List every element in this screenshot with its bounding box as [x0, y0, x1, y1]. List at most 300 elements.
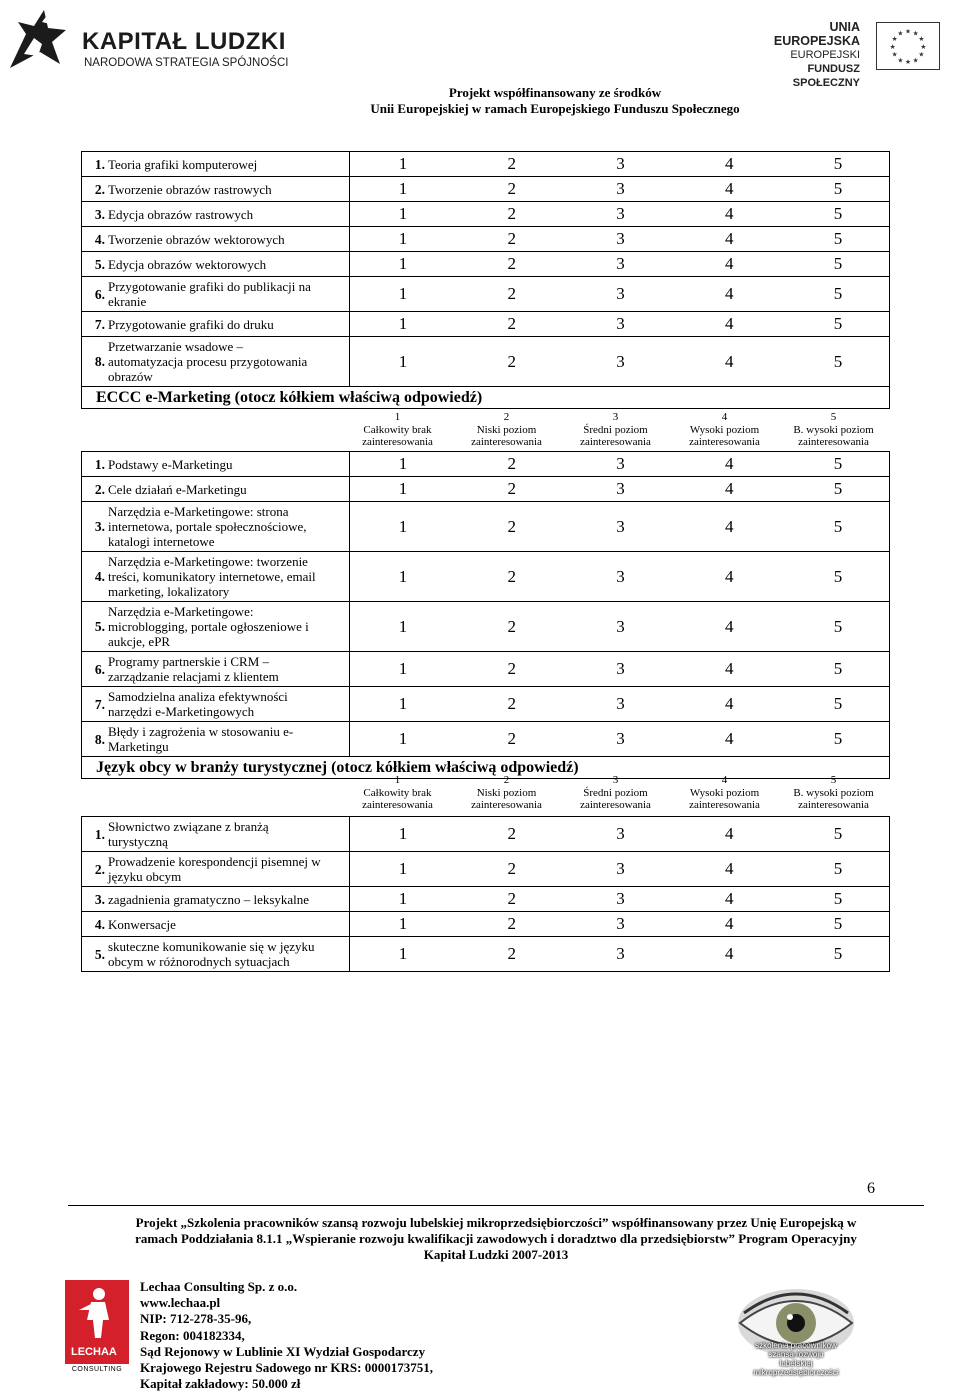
question-text-line: Prowadzenie korespondencji pisemnej w [108, 854, 321, 869]
rating-option-5[interactable]: 5 [833, 284, 843, 303]
rating-scale [350, 254, 889, 274]
question-label [82, 654, 345, 684]
legend-num: 5 [830, 774, 837, 787]
question-text [108, 157, 345, 172]
rating-row [82, 252, 890, 277]
question-label [82, 339, 345, 384]
question-number: 5. [94, 256, 105, 272]
question-text-line: Tworzenie obrazów wektorowych [108, 231, 285, 247]
rating-option-1[interactable]: 1 [398, 284, 408, 303]
question-label [82, 182, 345, 197]
legend-text2: zainteresowania [471, 799, 542, 812]
question-cell [82, 252, 350, 277]
scale-legend-items [81, 411, 890, 449]
question-cell [82, 202, 350, 227]
rating-scale [350, 204, 889, 224]
rating-option-4[interactable]: 4 [725, 284, 734, 303]
question-text-line: Przetwarzanie wsadowe – [108, 339, 243, 354]
rating-option-5[interactable]: 5 [833, 454, 843, 473]
rating-row [82, 337, 890, 387]
rating-option-5[interactable]: 5 [833, 729, 843, 748]
rating-option-5[interactable]: 5 [833, 914, 843, 933]
scale-legend-row [81, 772, 890, 814]
rating-option-2[interactable]: 2 [507, 914, 516, 933]
question-cell [82, 722, 350, 757]
question-text [108, 604, 345, 649]
rating-option-2[interactable]: 2 [507, 284, 516, 303]
svg-text:★: ★ [920, 42, 927, 51]
rating-option-1[interactable]: 1 [398, 659, 408, 678]
rating-option-4[interactable]: 4 [725, 889, 734, 908]
legend-num: 4 [721, 774, 728, 787]
rating-option-2[interactable]: 2 [507, 314, 516, 333]
project-eye-logo [736, 1283, 856, 1377]
question-label [82, 819, 345, 849]
rating-option-3[interactable]: 3 [616, 454, 625, 473]
kapital-ludzki-logo [4, 4, 304, 74]
rating-option-5[interactable]: 5 [833, 824, 843, 843]
rating-option-2[interactable]: 2 [507, 351, 516, 371]
rating-option-1[interactable]: 1 [398, 616, 408, 636]
question-cell [82, 552, 350, 602]
rating-row [82, 452, 890, 477]
rating-scale-cell [350, 227, 890, 252]
legend-text2: zainteresowania [580, 799, 651, 812]
legend-item-2 [452, 774, 561, 812]
rating-option-3[interactable]: 3 [616, 694, 625, 713]
language-heading: Język obcy w branży turystycznej (otocz kółkiem właściwą odpowiedź) [82, 757, 890, 779]
rating-option-1[interactable]: 1 [398, 254, 408, 273]
rating-option-1[interactable]: 1 [398, 914, 408, 933]
eye-logo-line1: szkolenia pracowników [755, 1341, 837, 1350]
question-text [108, 939, 345, 969]
question-text-line: treści, komunikatory internetowe, email [108, 569, 316, 584]
question-label [82, 892, 345, 907]
question-number: 2. [94, 481, 105, 497]
language-scale-legend [81, 772, 890, 814]
rating-option-2[interactable]: 2 [507, 566, 516, 586]
rating-option-4[interactable]: 4 [725, 659, 734, 678]
legend-text2: zainteresowania [689, 436, 760, 449]
rating-option-4[interactable]: 4 [725, 824, 734, 843]
rating-scale [350, 284, 889, 304]
rating-option-4[interactable]: 4 [725, 859, 734, 878]
lechaa-logo-mark [65, 1280, 129, 1364]
rating-option-1[interactable]: 1 [398, 479, 408, 498]
rating-option-3[interactable]: 3 [616, 314, 625, 333]
footer-divider [68, 1205, 924, 1206]
question-cell [82, 937, 350, 972]
rating-scale-cell [350, 687, 890, 722]
legend-num: 2 [503, 411, 510, 424]
rating-row [82, 312, 890, 337]
legend-num: 5 [830, 411, 837, 424]
question-text [108, 854, 345, 884]
rating-option-3[interactable]: 3 [616, 229, 625, 248]
rating-option-3[interactable]: 3 [616, 889, 625, 908]
question-text [108, 457, 345, 472]
legend-text1: Wysoki poziom [689, 423, 760, 436]
rating-option-4[interactable]: 4 [725, 616, 734, 636]
rating-option-4[interactable]: 4 [725, 566, 734, 586]
question-cell [82, 452, 350, 477]
svg-text:★: ★ [897, 56, 904, 65]
question-text-line: Podstawy e-Marketingu [108, 456, 233, 472]
scale-legend-row [81, 409, 890, 451]
rating-row [82, 852, 890, 887]
rating-option-2[interactable]: 2 [507, 479, 516, 498]
rating-option-5[interactable]: 5 [833, 314, 843, 333]
footer-project-line3: Kapitał Ludzki 2007-2013 [423, 1247, 569, 1262]
rating-scale-cell [350, 152, 890, 177]
eye-logo-line2: szansą rozwoju [768, 1350, 824, 1359]
legend-item-4 [670, 774, 779, 812]
legend-item-1 [343, 411, 452, 449]
rating-option-5[interactable]: 5 [833, 254, 843, 273]
question-label [82, 157, 345, 172]
question-label [82, 482, 345, 497]
rating-scale-cell [350, 887, 890, 912]
question-cell [82, 602, 350, 652]
question-text [108, 207, 345, 222]
rating-option-5[interactable]: 5 [833, 944, 843, 963]
question-cell [82, 912, 350, 937]
rating-option-4[interactable]: 4 [725, 154, 734, 173]
question-text [108, 339, 345, 384]
rating-row [82, 502, 890, 552]
rating-option-1[interactable]: 1 [398, 516, 408, 536]
rating-option-3[interactable]: 3 [616, 616, 625, 636]
eu-logo-line2: EUROPEJSKI [790, 49, 860, 61]
eu-flag-icon [876, 22, 940, 70]
rating-option-1[interactable]: 1 [398, 824, 408, 843]
svg-text:★: ★ [912, 56, 919, 65]
question-text-line: narzędzi e-Marketingowych [108, 704, 255, 719]
rating-option-5[interactable]: 5 [833, 204, 843, 223]
rating-option-4[interactable]: 4 [725, 254, 734, 273]
rating-scale-cell [350, 202, 890, 227]
question-label [82, 917, 345, 932]
rating-option-3[interactable]: 3 [616, 479, 625, 498]
question-cell [82, 337, 350, 387]
question-number: 7. [94, 696, 105, 712]
question-number: 5. [94, 946, 105, 962]
rating-option-2[interactable]: 2 [507, 229, 516, 248]
rating-option-4[interactable]: 4 [725, 516, 734, 536]
cofinancing-line1: Projekt współfinansowany ze środków [448, 85, 662, 100]
question-label [82, 724, 345, 754]
rating-option-2[interactable]: 2 [507, 616, 516, 636]
rating-option-5[interactable]: 5 [833, 659, 843, 678]
rating-option-5[interactable]: 5 [833, 516, 843, 536]
question-text-line: automatyzacja procesu przygotowania [108, 354, 308, 369]
company-detail-line: www.lechaa.pl [140, 1295, 221, 1311]
question-text-line: obcym w różnorodnych sytuacjach [108, 954, 290, 969]
footer-project-info [68, 1215, 924, 1263]
rating-option-1[interactable]: 1 [398, 454, 408, 473]
kapital-ludzki-subtitle: NARODOWA STRATEGIA SPÓJNOŚCI [84, 57, 289, 69]
rating-option-3[interactable]: 3 [616, 284, 625, 303]
rating-option-5[interactable]: 5 [833, 859, 843, 878]
company-detail-line: Regon: 004182334, [140, 1327, 245, 1343]
rating-row [82, 177, 890, 202]
rating-option-5[interactable]: 5 [833, 351, 843, 371]
question-text-line: Narzędzia e-Marketingowe: tworzenie [108, 554, 308, 569]
rating-option-2[interactable]: 2 [507, 516, 516, 536]
question-text [108, 554, 345, 599]
rating-scale [350, 229, 889, 249]
question-label [82, 317, 345, 332]
svg-text:★: ★ [918, 35, 925, 44]
question-text-line: ekranie [108, 294, 147, 309]
question-cell [82, 477, 350, 502]
svg-text:★: ★ [918, 50, 925, 59]
rating-option-2[interactable]: 2 [507, 204, 516, 223]
question-text-line: języku obcym [108, 869, 182, 884]
rating-option-3[interactable]: 3 [616, 154, 625, 173]
rating-row [82, 912, 890, 937]
rating-row [82, 552, 890, 602]
question-text-line: Tworzenie obrazów rastrowych [108, 181, 272, 197]
question-text [108, 182, 345, 197]
rating-option-3[interactable]: 3 [616, 179, 625, 198]
rating-option-3[interactable]: 3 [616, 914, 625, 933]
lechaa-figure-icon [65, 1280, 129, 1344]
rating-scale [350, 617, 889, 637]
rating-option-1[interactable]: 1 [398, 229, 408, 248]
rating-option-4[interactable]: 4 [725, 694, 734, 713]
rating-option-2[interactable]: 2 [507, 454, 516, 473]
question-label [82, 939, 345, 969]
question-text-line: Słownictwo związane z branżą [108, 819, 269, 834]
rating-option-3[interactable]: 3 [616, 659, 625, 678]
rating-option-4[interactable]: 4 [725, 351, 734, 371]
legend-text2: zainteresowania [471, 436, 542, 449]
question-text-line: Teoria grafiki komputerowej [108, 156, 258, 172]
rating-option-2[interactable]: 2 [507, 154, 516, 173]
rating-scale-cell [350, 912, 890, 937]
question-number: 3. [94, 206, 105, 222]
rating-scale-cell [350, 312, 890, 337]
rating-option-2[interactable]: 2 [507, 694, 516, 713]
scale-legend [81, 409, 890, 451]
rating-option-2[interactable]: 2 [507, 859, 516, 878]
rating-option-4[interactable]: 4 [725, 914, 734, 933]
legend-text1: Niski poziom [476, 423, 537, 436]
rating-option-5[interactable]: 5 [833, 694, 843, 713]
question-cell [82, 887, 350, 912]
question-number: 2. [94, 181, 105, 197]
question-cell [82, 852, 350, 887]
question-number: 1. [94, 456, 105, 472]
rating-option-1[interactable]: 1 [398, 179, 408, 198]
rating-option-1[interactable]: 1 [398, 859, 408, 878]
question-number: 1. [94, 156, 105, 172]
rating-option-4[interactable]: 4 [725, 314, 734, 333]
rating-option-3[interactable]: 3 [616, 254, 625, 273]
rating-option-5[interactable]: 5 [833, 229, 843, 248]
question-number: 7. [94, 316, 105, 332]
question-text [108, 317, 345, 332]
rating-option-4[interactable]: 4 [725, 454, 734, 473]
rating-option-1[interactable]: 1 [398, 566, 408, 586]
rating-option-3[interactable]: 3 [616, 944, 625, 963]
question-number: 6. [94, 286, 105, 302]
rating-option-5[interactable]: 5 [833, 616, 843, 636]
question-text-line: Samodzielna analiza efektywności [108, 689, 288, 704]
question-cell [82, 652, 350, 687]
question-number: 4. [94, 231, 105, 247]
legend-text1: Niski poziom [476, 786, 537, 799]
rating-scale [350, 659, 889, 679]
legend-text2: zainteresowania [689, 799, 760, 812]
rating-option-2[interactable]: 2 [507, 889, 516, 908]
rating-option-5[interactable]: 5 [833, 179, 843, 198]
question-cell [82, 227, 350, 252]
rating-option-1[interactable]: 1 [398, 889, 408, 908]
question-label [82, 689, 345, 719]
rating-row [82, 722, 890, 757]
rating-scale-cell [350, 252, 890, 277]
rating-option-3[interactable]: 3 [616, 204, 625, 223]
lechaa-logo [65, 1280, 129, 1375]
rating-option-5[interactable]: 5 [833, 154, 843, 173]
question-text [108, 917, 345, 932]
rating-row [82, 277, 890, 312]
cofinancing-line2: Unii Europejskiej w ramach Europejskiego Funduszu Społecznego [370, 101, 740, 116]
legend-text2: zainteresowania [580, 436, 651, 449]
question-text-line: obrazów [108, 369, 153, 384]
rating-option-1[interactable]: 1 [398, 694, 408, 713]
rating-option-1[interactable]: 1 [398, 729, 408, 748]
eye-logo-line3: lubelskiej mikroprzedsiębiorczości [753, 1359, 839, 1377]
rating-option-3[interactable]: 3 [616, 516, 625, 536]
rating-option-3[interactable]: 3 [616, 351, 625, 371]
rating-row [82, 602, 890, 652]
rating-option-1[interactable]: 1 [398, 314, 408, 333]
question-cell [82, 687, 350, 722]
legend-text2: zainteresowania [798, 799, 869, 812]
rating-option-4[interactable]: 4 [725, 479, 734, 498]
company-detail-line: Sąd Rejonowy w Lublinie XI Wydział Gospodarczy [140, 1343, 426, 1359]
question-text-line: Marketingu [108, 739, 169, 754]
legend-text2: zainteresowania [798, 436, 869, 449]
question-text-line: Błędy i zagrożenia w stosowaniu e- [108, 724, 294, 739]
legend-text1: B. wysoki poziom [793, 786, 874, 799]
rating-option-2[interactable]: 2 [507, 659, 516, 678]
question-text-line: turystyczną [108, 834, 168, 849]
rating-option-4[interactable]: 4 [725, 179, 734, 198]
rating-scale-cell [350, 337, 890, 387]
company-detail-line: Lechaa Consulting Sp. z o.o. [140, 1279, 298, 1294]
rating-option-4[interactable]: 4 [725, 944, 734, 963]
rating-option-5[interactable]: 5 [833, 889, 843, 908]
eye-logo-caption [736, 1341, 856, 1377]
rating-scale-cell [350, 652, 890, 687]
legend-item-5 [779, 774, 888, 812]
rating-option-3[interactable]: 3 [616, 824, 625, 843]
rating-option-5[interactable]: 5 [833, 479, 843, 498]
question-text-line: Konwersacje [108, 916, 176, 932]
question-text [108, 689, 345, 719]
ecc-emarketing-heading: ECCC e-Marketing (otocz kółkiem właściwą odpowiedź) [82, 387, 890, 409]
question-text-line: skuteczne komunikowanie się w języku [108, 939, 315, 954]
question-number: 4. [94, 916, 105, 932]
rating-option-3[interactable]: 3 [616, 729, 625, 748]
footer-project-line1: Projekt „Szkolenia pracowników szansą rozwoju lubelskiej mikroprzedsiębiorczości” współfinansowany przez Unię Europejską w [135, 1215, 857, 1230]
rating-option-2[interactable]: 2 [507, 729, 516, 748]
page-number: 6 [867, 1180, 875, 1197]
question-cell [82, 277, 350, 312]
rating-option-2[interactable]: 2 [507, 824, 516, 843]
rating-row [82, 687, 890, 722]
question-text-line: katalogi internetowe [108, 534, 215, 549]
question-text-line: zarządzanie relacjami z klientem [108, 669, 279, 684]
rating-row [82, 227, 890, 252]
rating-scale [350, 859, 889, 879]
question-label [82, 279, 345, 309]
rating-option-2[interactable]: 2 [507, 179, 516, 198]
rating-row [82, 152, 890, 177]
question-text [108, 257, 345, 272]
legend-item-2 [452, 411, 561, 449]
rating-scale [350, 914, 889, 934]
question-label [82, 604, 345, 649]
rating-option-3[interactable]: 3 [616, 859, 625, 878]
rating-option-1[interactable]: 1 [398, 154, 408, 173]
svg-text:★: ★ [891, 35, 898, 44]
rating-scale-cell [350, 602, 890, 652]
legend-text1: B. wysoki poziom [793, 423, 874, 436]
rating-option-4[interactable]: 4 [725, 204, 734, 223]
rating-scale-cell [350, 852, 890, 887]
page-header [0, 0, 960, 120]
eu-logo-line3: FUNDUSZ SPOŁECZNY [792, 63, 860, 89]
question-cell [82, 502, 350, 552]
rating-option-1[interactable]: 1 [398, 204, 408, 223]
question-text-line: aukcje, ePR [108, 634, 171, 649]
ecc-emarketing-heading-row [82, 387, 890, 409]
legend-item-3 [561, 774, 670, 812]
rating-option-3[interactable]: 3 [616, 566, 625, 586]
rating-option-5[interactable]: 5 [833, 566, 843, 586]
eu-logo-text [760, 20, 860, 90]
rating-option-1[interactable]: 1 [398, 351, 408, 371]
eu-logo-line1: UNIA EUROPEJSKA [773, 20, 860, 48]
rating-row [82, 202, 890, 227]
rating-scale [350, 352, 889, 372]
rating-option-1[interactable]: 1 [398, 944, 408, 963]
emarketing-rating-table [81, 451, 890, 779]
question-text [108, 819, 345, 849]
company-detail-line: Krajowego Rejestru Sadowego nr KRS: 0000173751, [140, 1360, 433, 1376]
question-number: 2. [94, 861, 105, 877]
rating-option-2[interactable]: 2 [507, 254, 516, 273]
rating-option-2[interactable]: 2 [507, 944, 516, 963]
footer-project-line2: ramach Poddziałania 8.1.1 „Wspieranie rozwoju kwalifikacji zawodowych i doradztwo dla przedsiębiorstw” Program Operacyjny [135, 1231, 857, 1246]
rating-option-4[interactable]: 4 [725, 229, 734, 248]
rating-option-4[interactable]: 4 [725, 729, 734, 748]
question-text-line: internetowa, portale społecznościowe, [108, 519, 307, 534]
question-number: 8. [94, 731, 105, 747]
question-text-line: microblogging, portale ogłoszeniowe i [108, 619, 309, 634]
rating-scale-cell [350, 277, 890, 312]
rating-scale-cell [350, 937, 890, 972]
question-text-line: Edycja obrazów rastrowych [108, 206, 254, 222]
question-number: 3. [94, 519, 105, 534]
scale-legend [81, 772, 890, 814]
question-number: 6. [94, 661, 105, 677]
